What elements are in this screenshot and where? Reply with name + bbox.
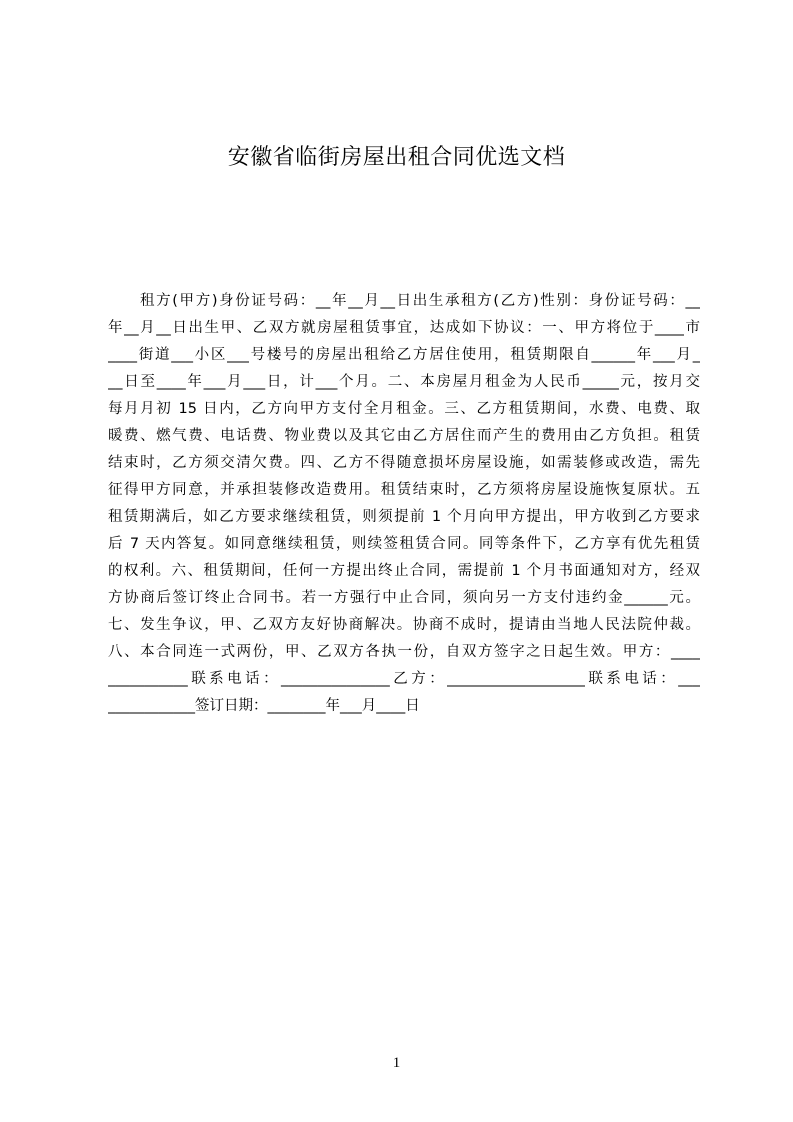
body-line: 租方(甲方)身份证号码：__年__月__日出生承租方(乙方)性别：身份证号码：__ <box>140 293 700 309</box>
body-line: 后 7 天内答复。如同意继续租赁，则续签租赁合同。同等条件下，乙方享有优先租赁 <box>108 536 700 552</box>
body-line: 租赁期满后，如乙方要求继续租赁，则须提前 1 个月向甲方提出，甲方收到乙方要求 <box>108 509 700 525</box>
body-line: 征得甲方同意，并承担装修改造费用。租赁结束时，乙方须将房屋设施恢复原状。五 <box>108 482 700 498</box>
body-line: 结束时，乙方须交清欠费。四、乙方不得随意损坏房屋设施，如需装修或改造，需先 <box>108 455 700 471</box>
body-line: ____________签订日期：________年___月____日 <box>108 698 420 714</box>
body-line: 年__月__日出生甲、乙双方就房屋租赁事宜，达成如下协议：一、甲方将位于____市 <box>108 320 700 336</box>
body-line: ___________联系电话：_______________乙方：___________________联系电话：___ <box>108 671 700 687</box>
body-line: 方协商后签订终止合同书。若一方强行中止合同，须向另一方支付违约金______元。 <box>108 590 700 606</box>
contract-body <box>108 288 700 720</box>
body-line: 暖费、燃气费、电话费、物业费以及其它由乙方居住而产生的费用由乙方负担。租赁 <box>108 428 700 444</box>
body-line: 每月月初 15 日内，乙方向甲方支付全月租金。三、乙方租赁期间，水费、电费、取 <box>108 401 700 417</box>
body-line: ____街道___小区___号楼号的房屋出租给乙方居住使用，租赁期限自______年___月_ <box>108 347 700 363</box>
page-number: 1 <box>392 1055 401 1071</box>
body-line: __日至____年___月___日，计___个月。二、本房屋月租金为人民币_____元，按月交 <box>108 374 700 390</box>
body-line: 八、本合同连一式两份，甲、乙双方各执一份，自双方签字之日起生效。甲方：____ <box>108 644 700 660</box>
document-title: 安徽省临街房屋出租合同优选文档 <box>227 145 566 170</box>
body-line: 的权利。六、租赁期间，任何一方提出终止合同，需提前 1 个月书面通知对方，经双 <box>108 563 700 579</box>
body-line: 七、发生争议，甲、乙双方友好协商解决。协商不成时，提请由当地人民法院仲裁。 <box>108 617 700 633</box>
